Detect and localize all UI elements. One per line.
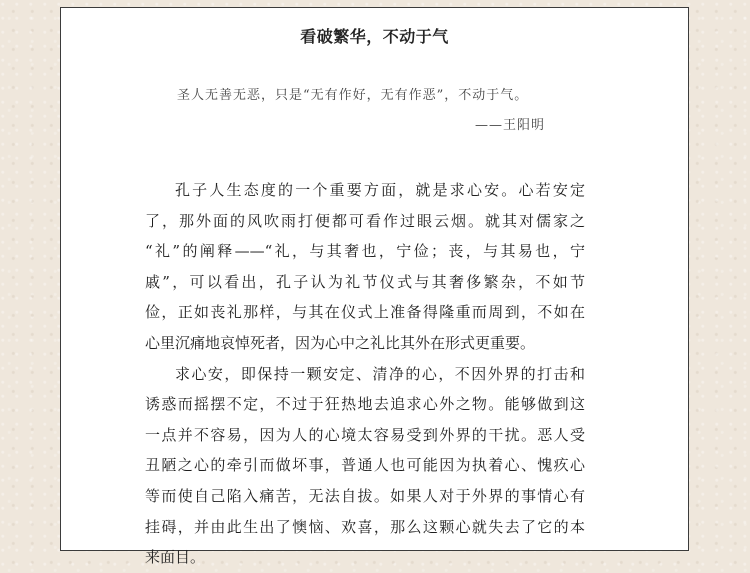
paragraph-line: 挂碍，并由此生出了懊恼、欢喜，那么这颗心就失去了它的本 xyxy=(145,517,585,536)
paragraph-line: 求心安，即保持一颗安定、清净的心，不因外界的打击和 xyxy=(175,364,585,383)
body-text xyxy=(145,175,585,573)
paragraph-line: 孔子人生态度的一个重要方面，就是求心安。心若安定 xyxy=(175,181,585,199)
chapter-title: 看破繁华，不动于气 xyxy=(300,27,449,46)
paragraph-line: 俭，正如丧礼那样，与其在仪式上准备得隆重而周到，不如在 xyxy=(145,303,585,322)
paragraph-line: 心里沉痛地哀悼死者，因为心中之礼比其外在形式更重要。 xyxy=(145,333,536,352)
paragraph-line: 丑陋之心的牵引而做坏事，普通人也可能因为执着心、愧疚心 xyxy=(145,456,585,475)
paragraph-line: 一点并不容易，因为人的心境太容易受到外界的干扰。恶人受 xyxy=(145,425,585,444)
book-page xyxy=(60,7,689,567)
epigraph-attribution: ——王阳明 xyxy=(474,118,545,133)
paragraph-line: 等而使自己陷入痛苦，无法自拔。如果人对于外界的事情心有 xyxy=(145,486,585,505)
paragraph-line: “礼”的阐释——“礼，与其奢也，宁俭；丧，与其易也，宁 xyxy=(145,242,585,261)
paragraph-line: 诱惑而摇摆不定，不过于狂热地去追求心外之物。能够做到这 xyxy=(145,395,585,414)
paragraph-line: 戚”，可以看出，孔子认为礼节仪式与其奢侈繁杂，不如节 xyxy=(145,272,585,291)
epigraph-quote: 圣人无善无恶，只是“无有作好，无有作恶”，不动于气。 xyxy=(177,88,529,103)
paragraph-line: 了，那外面的风吹雨打便都可看作过眼云烟。就其对儒家之 xyxy=(145,211,585,230)
paragraph-line: 来面目。 xyxy=(145,548,206,567)
